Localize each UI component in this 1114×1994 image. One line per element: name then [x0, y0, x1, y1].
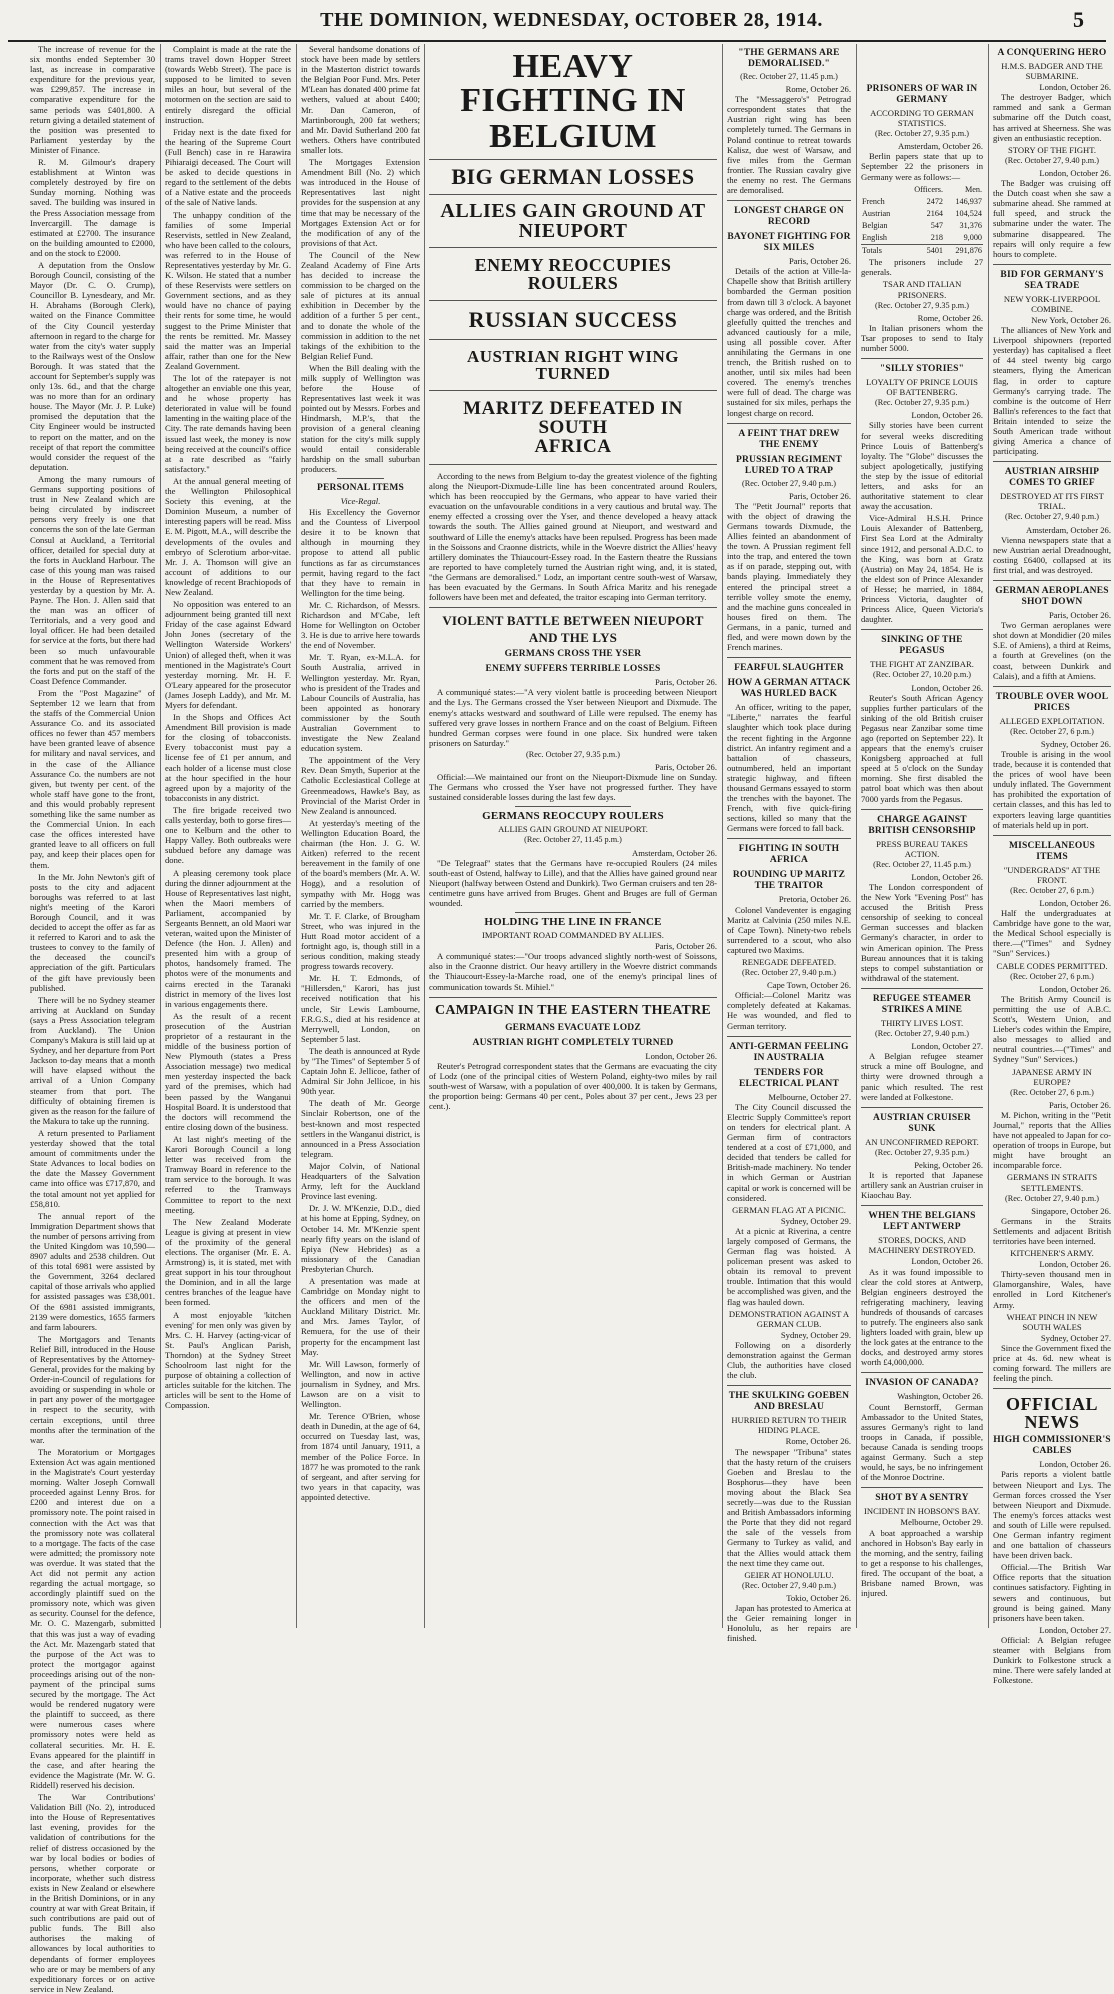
paragraph: A deputation from the Onslow Borough Council, consisting of the Mayor (Dr. C. O. Crump), Councillor B. Lynesdeary, and Mr. H. Abrahams (Borough Clerk), waited on the Finance Committee of the City Council yesterday afternoon in regard to the charge for water from the city's water supply to the Railways west of the Onslow Borough. It was stated that the account for September's supply was only 13s. 6d., and that the charge was no more than for an ordinary house. The Mayor (Mr. J. P. Luke) promised the deputation that the City Engineer would be instructed to report on the matter, and on the receipt of that report the committee would consider the request of the deputation. [30, 259, 155, 472]
table-header-cell: Men. [964, 184, 982, 194]
section-subheading: KITCHENER'S ARMY. [1010, 1248, 1094, 1259]
table-cell: 218 [930, 233, 943, 243]
section-subheading: TENDERS FOR ELECTRICAL PLANT [738, 1067, 840, 1089]
headline-line: AFRICA [534, 436, 612, 457]
section-heading: AUSTRIAN AIRSHIP COMES TO GRIEF [1004, 467, 1100, 489]
dateline: Sydney, October 26. [1040, 738, 1111, 749]
paragraph: When the Bill dealing with the milk supply of Wellington was before the House of Representatives last week it was pointed out by Messrs. Forbes and Hindmarsh, M.P.'s, that the provision of a general cleaning station for the city's milk supply would entail considerable hardship on the small suburban producers. [301, 362, 420, 474]
table-cell: 9,000 [963, 233, 982, 243]
section-subheading: IMPORTANT ROAD COMMANDED BY ALLIES. [482, 930, 664, 941]
section-subheading: THIRTY LIVES LOST. [880, 1017, 964, 1028]
dateline: Paris, October 26. [654, 677, 717, 688]
section-heading: CHARGE AGAINST BRITISH CENSORSHIP [868, 814, 976, 836]
paragraph: The newspaper "Tribuna" states that the hasty return of the cruisers Goeben and Breslau to the Bosphorus—they have been moving about the Black Sea secretly—was due to the Russian and British Ambassadors informing the Porte that they did not regard the sale of the vessels from Germany to Turkey as valid, and that the Allies would attack them the next time they came out. [727, 1446, 851, 1568]
paragraph: Following on a disorderly demonstration against the German Club, the authorities have closed the club. [727, 1339, 851, 1381]
paragraph: Mr. Will Lawson, formerly of Wellington, and now in active journalism in Sydney, and Mrs. Lawson are on a visit to Wellington. [301, 1358, 420, 1410]
column-rule [296, 44, 297, 1628]
section-heading: GERMAN AEROPLANES SHOT DOWN [995, 586, 1109, 608]
section-heading: FIGHTING IN SOUTH AFRICA [738, 844, 840, 866]
section-subheading: GERMANS CROSS THE YSER [504, 649, 642, 660]
section-subheading: CABLE CODES PERMITTED. [996, 960, 1108, 971]
dateline: London, October 26. [1039, 1259, 1111, 1270]
paragraph: Mr. Terence O'Brien, whose death in Dunedin, at the age of 64, occurred on Tuesday last, was, from 1874 until January, 1911, a member of the Police Force. In 1877 he was promoted to the rank of sergeant, and after serving for two years in that capacity, was appointed detective. [301, 1411, 420, 1502]
received-note: (Rec. October 27, 9.40 p.m.) [1005, 512, 1099, 522]
dateline: Sydney, October 29. [780, 1329, 851, 1340]
dateline: Tokio, October 26. [786, 1592, 851, 1603]
paragraph: In the Shops and Offices Act Amendment Bill provision is made for the closing of tobacconists. Every tobacconist must pay a license fee of £1 per annum, and each holder of a license must close at the hour specified in the hour agreed upon by a majority of the tobacconists in any district. [165, 712, 291, 803]
received-note: (Rec. October 27, 9.40 p.m.) [875, 1029, 969, 1039]
section-subheading: DESTROYED AT ITS FIRST TRIAL. [1000, 491, 1104, 512]
center-war-news [429, 44, 717, 1628]
section-heading: TROUBLE OVER WOOL PRICES [995, 691, 1109, 713]
paragraph: As it was found impossible to clear the cold stores at Antwerp, Belgian engineers destroyed the refrigerating machinery, leaving hundreds of thousands of carcases to putrefy. The engineers also sank lighters loaded with grain, blew up the lock gates at the entrance to the docks, and destroyed army stores worth £4,000,000. [861, 1266, 983, 1368]
paragraph: Colonel Vandeventer is engaging Maritz at Calvinia (250 miles N.E. of Cape Town). Ninety-two rebels surrendered to a scout, who also captured two Maxims. [727, 904, 851, 955]
received-note: (Rec. October 27, 11.45 p.m.) [524, 835, 622, 845]
dateline: Amsterdam, October 26. [632, 847, 717, 858]
dateline: Sydney, October 29. [780, 1215, 851, 1226]
paragraph: Half the undergraduates at Cambridge have gone to the war, the Medical School especially is there.—("Times" and Sydney "Sun" Services.) [993, 908, 1111, 959]
paragraph: Since the Government fixed the price at 4s. 6d. new wheat is coming forward. The millers are feeling the pinch. [993, 1342, 1111, 1384]
dateline: Paris, October 26. [788, 256, 851, 267]
dateline: London, October 26. [645, 1050, 717, 1061]
section-subheading: BAYONET FIGHTING FOR SIX MILES [727, 232, 851, 254]
dateline: Rome, October 26. [785, 1436, 851, 1447]
section-heading: FEARFUL SLAUGHTER [734, 663, 844, 674]
paragraph: The annual report of the Immigration Department shows that the number of persons arriving from the United Kingdom was 10,590—8907 adults and 2538 children. Out of this total 6981 were assisted by the Government, 3264 declared capital of those arrivals who applied for assisted passages was £38,001. Of the 6981 assisted immigrants, 2139 were domestics, 1655 farmers and farm labourers. [30, 1210, 155, 1332]
dateline: Amsterdam, October 26. [898, 141, 983, 152]
prisoners-table [861, 184, 983, 258]
paragraph: The lot of the ratepayer is not altogether an enviable one this year, and he whose property has deteriorated in value will be found lamenting in the waiting place of the City. The rate demands having been issued last week, the money is now being received at the council's office at a rate described as "fairly satisfactory." [165, 373, 292, 474]
paragraph: As the result of a recent prosecution of the Austrian proprietor of a restaurant in the middle of the business portion of New Plymouth (states a Press Association message) two medical men yesterday inspected the back yard of the premises, which had been passed by the Wanganui Hospital Board. It is understood that the doctors will recommend the entire closing down of the business. [165, 1010, 291, 1132]
table-cell: 104,524 [955, 208, 982, 218]
section-subheading: AN UNCONFIRMED REPORT. [865, 1136, 979, 1147]
section-heading: WHEN THE BELGIANS LEFT ANTWERP [868, 1211, 976, 1233]
table-cell: 547 [930, 220, 943, 230]
table-cell: Belgian [862, 220, 888, 230]
section-subheading: PRUSSIAN REGIMENT LURED TO A TRAP [735, 454, 843, 476]
paragraph: Paris reports a violent battle between Nieuport and Lys. The German forces crossed the Yser between Nieuport and Dixmude. The enemy's forces attacks west and south of Lille were repulsed. One German infantry regiment and one battalion of chasseurs have been driven back. [993, 1469, 1111, 1561]
paragraph: Vienna newspapers state that a new Austrian aerial Dreadnought, costing £6400, collapsed at its first trial, and was destroyed. [993, 534, 1111, 575]
paragraph: M. Pichon, writing in the "Petit Journal," reports that the Allies have not appealed to Japan for co-operation of troops in Europe, but might have brought an incomparable force. [993, 1109, 1111, 1171]
table-cell: Totals [862, 246, 882, 256]
paragraph: Vice-Admiral H.S.H. Prince Louis Alexander of Battenberg, First Sea Lord at the Admiralty since 1912, and personal A.D.C. to the King, was born at Gratz (Austria) on May 24, 1854. He is the eldest son of Prince Alexander of Hesse; he married, in 1884, Princess Victoria, daughter of Princess Alice, Queen Victoria's daughter. [861, 513, 983, 625]
table-cell: Austrian [862, 208, 891, 218]
paragraph: The increase of revenue for the six months ended September 30 last, as increase in comparative expenditure for the previous year, was £299,857. The increase in comparative expenditure for the same periods was £401,800. A return giving a detailed statement of the position was presented to Parliament yesterday by the Minister of Finance. [30, 44, 155, 155]
paragraph: The "Petit Journal" reports that with the object of drawing the Germans towards Dixmude, the Allies feinted an abandonment of the town. A Prussian regiment fell into the trap, and entered the town as if on parade, stepping out, with bands playing. Immediately they entered the principal street a terrible volley smote the enemy, and the machine guns concealed in houses fired on them. The Germans, in a panic, turned and fled, and were mown down by the French marines. [727, 500, 851, 653]
received-note: (Rec. October 27, 9.40 p.m.) [1005, 1193, 1099, 1203]
dateline: New York, October 26. [1031, 314, 1111, 325]
paragraph: A pleasing ceremony took place during the dinner adjournment at the House of Representatives last night, when the Maori members of Parliament, accompanied by Sergeants Bennett, an old Maori war veteran, waited upon the Minister of Defence (the Hon. J. Allen) and presented him with a group of photos, handsomely framed. The photos were of the monuments and cairns erected in the Taranaki district in memory of the lives lost in various engagements there. [165, 867, 291, 1009]
section-subheading: THE FIGHT AT ZANZIBAR. [870, 659, 974, 670]
paragraph: The "Messaggero's" Petrograd correspondent states that the Austrian right wing has been completely turned. The Germans in Poland continue to retreat towards Kalisz, due west of Warsaw, and five miles from the German frontier. The Russian cavalry give the enemy no rest. The Germans are demoralised. [727, 94, 851, 196]
section-heading: OFFICIAL NEWS [1005, 1394, 1098, 1433]
table-cell: French [862, 196, 885, 206]
headline-line: ENEMY REOCCUPIES ROULERS [474, 255, 672, 293]
dateline: Paris, October 26. [654, 761, 717, 772]
section-heading: MISCELLANEOUS ITEMS [1008, 840, 1095, 862]
paragraph: His Excellency the Governor and the Countess of Liverpool desire it to be known that although in mourning they propose to attend all public functions as far as circumstances permit, having regard to the fact that they have to remain in Wellington for the time being. [301, 507, 420, 598]
section-heading: "SILLY STORIES" [879, 364, 965, 375]
received-note: (Rec. October 27, 9.35 p.m.) [875, 1147, 969, 1157]
paragraph: The War Contributions' Validation Bill (No. 2), introduced into the House of Representatives last evening, provides for the validation of contributions for the relief of distress occasioned by the war by local bodies or bodies of persons, whether corporate or incorporate, whether such distress exists in New Zealand or elsewhere in the British Dominions, or in any country at war with Great Britain, if such contributions are paid out of public funds. The Bill also authorises the making of allowances by local authorities to dependants of former employees who are or may be members of any expeditionary forces or on active service in New Zealand. [30, 1792, 155, 1994]
dateline: London, October 26. [911, 871, 983, 882]
received-note: (Rec. October 27, 11.45 p.m.) [740, 72, 838, 81]
dateline: London, October 26. [1039, 983, 1111, 994]
paragraph: The death is announced at Ryde by "The Times" of September 5 of Captain John E. Jellicoe, father of Admiral Sir John Jellicoe, in his 90th year. [301, 1045, 420, 1097]
paragraph: A communiqué states:—"Our troops advanced slightly north-west of Soissons, also in the Craonne district. Our heavy artillery in the Woevre district commands the Thiaucourt-Essey-la-Marche road, one of the enemy's principal lines of communication towards St. Mihiel." [429, 951, 717, 992]
dateline: Melbourne, October 27. [768, 1091, 851, 1102]
dateline: London, October 27. [911, 1041, 983, 1052]
received-note: (Rec. October 27, 9.40 p.m.) [1005, 155, 1099, 165]
received-note: (Rec. October 27, 11.45 p.m.) [873, 859, 971, 869]
paragraph: Reuter's Petrograd correspondent states that the Germans are evacuating the city of Lodz (one of the principal cities of Western Poland, eighty-two miles by rail south-west of Warsaw, with a population of over 400,000. It is taken by Germans, the proportion being: Germans 40 per cent., Poles about 37 per cent., Jews 23 per cent.). [429, 1060, 717, 1112]
dateline: Paris, October 26. [654, 941, 717, 952]
section-heading: SINKING OF THE PEGASUS [881, 635, 963, 657]
dateline: Paris, October 26. [1048, 610, 1111, 621]
dateline: Singapore, October 26. [1031, 1205, 1111, 1216]
section-subheading: WHEAT PINCH IN NEW SOUTH WALES [1006, 1311, 1098, 1332]
paragraph: Thirty-seven thousand men in Glamorganshire, Wales, have enrolled in Lord Kitchener's Army. [993, 1269, 1111, 1310]
section-subheading: GEIER AT HONOLULU. [744, 1569, 834, 1580]
table-header-cell: Officers. [914, 184, 943, 194]
section-subheading: H.M.S. BADGER AND THE SUBMARINE. [1001, 61, 1103, 82]
table-total-row [861, 245, 983, 258]
table-header-cell [861, 184, 902, 196]
paragraph: Germans in the Straits Settlements and adjacent British territories have been interned. [993, 1215, 1111, 1246]
section-subheading: AUSTRIAN RIGHT COMPLETELY TURNED [472, 1037, 674, 1048]
dateline: London, October 26. [911, 410, 983, 421]
column-3 [301, 44, 420, 1628]
paragraph: "De Telegraaf" states that the Germans have re-occupied Roulers (24 miles south-east of Ostend, halfway to Lille), and that the Allies have gained ground near Nieuport (halfway between Ostend and Dunkirk). Two German cruisers and ten 28-centimetre guns have arrived from Bruges. Ghent and Bruges are full of German wounded. [429, 857, 717, 908]
paragraph: An officer, writing to the paper, "Liberte," narrates the fearful slaughter which took place during the recent fighting in the Argonne district. An infantry regiment and a battalion of chasseurs, outnumbered, held an important strategic highway, and fifteen thousand Germans essayed to storm the trenches with the bayonet. The French, with five quick-firing sections, killed so many that the Germans were forced to fall back. [727, 702, 851, 834]
headline-line: NIEUPORT [518, 220, 628, 242]
column-2 [165, 44, 291, 1628]
paragraph: A Belgian refugee steamer struck a mine off Boulogne, and thirty were drowned through a panic which resulted. The rest were landed at Folkestone. [861, 1051, 983, 1102]
paragraph: Official.—The British War Office reports that the situation continues satisfactory. Fighting in sewers and continuous, but ground is being gained. Many prisoners have been taken. [993, 1562, 1111, 1623]
paragraph: The fire brigade received two calls yesterday, both to gorse fires—one to Kelburn and the other to Happy Valley. Both outbreaks were subdued before any damage was done. [165, 804, 291, 866]
section-heading: AUSTRIAN CRUISER SUNK [873, 1112, 971, 1134]
section-heading: REFUGEE STEAMER STRIKES A MINE [872, 993, 972, 1015]
section-subheading: PRESS BUREAU TAKES ACTION. [876, 838, 968, 859]
masthead-title: THE DOMINION, WEDNESDAY, OCTOBER 28, 1914. [320, 8, 823, 31]
section-heading: CAMPAIGN IN THE EASTERN THEATRE [435, 1002, 711, 1018]
received-note: (Rec. October 27, 9.35 p.m.) [526, 749, 620, 759]
section-heading: THE SKULKING GOEBEN AND BRESLAU [728, 1391, 850, 1413]
paragraph: The destroyer Badger, which rammed and sank a German submarine off the Dutch coast, has arrived at Sheerness. She was given an enthusiastic reception. [993, 92, 1111, 143]
paragraph: It is reported that Japanese artillery sank an Austrian cruiser in Kiaochau Bay. [861, 1169, 983, 1201]
paragraph: R. M. Gilmour's drapery establishment at Winton was completely destroyed by fire on Sunday morning. Nothing was saved. The building was insured in the Press Association message from Invercargill. The damage is estimated at £2700. The insurance on the building amounted to £2000, and on the stock to £2000. [30, 157, 155, 258]
column-rule [424, 44, 425, 1628]
paragraph: Berlin papers state that up to September 22 the prisoners in Germany were as follows:— [861, 151, 983, 182]
dateline: London, October 26. [1039, 167, 1111, 178]
paragraph: The London correspondent of the New York "Evening Post" has accused the British Press censorship of seeking to conceal German successes and blacken Germany's character, in order to win American opinion. The Press Bureau announces that it is taking steps to compel substantiation or withdrawal of the statement. [861, 882, 983, 983]
section-subheading: DEMONSTRATION AGAINST A GERMAN CLUB. [728, 1308, 850, 1329]
headline-line: MARITZ DEFEATED IN SOUTH [463, 398, 683, 438]
section-heading: GERMANS REOCCUPY ROULERS [482, 810, 664, 823]
paragraph: Details of the action at Ville-la-Chapelle show that British artillery bombarded the German position from dawn till 3 o'clock. A bayonet charge was ordered, and the British gleefully quitted the trenches and advanced cautiously for a mile, using all possible cover. After annihilating the Germans in one trench, the British rushed on to another, until six miles had been covered. The enemy's trenches were full of dead. The charge was sustained for six miles, perhaps the longest charge on record. [727, 266, 851, 418]
paragraph: A most enjoyable 'kitchen evening' for men only was given by Mrs. C. H. Harvey (acting-vicar of St. Paul's Anglican Parish, Thorndon) at the Sydney Street Schoolroom last night for the purpose of obtaining a collection of articles suitable for the kitchen. The articles will be sent to the Home of Compassion. [165, 1309, 291, 1411]
headline-line: AUSTRIAN RIGHT WING TURNED [467, 347, 679, 383]
headline-line: ALLIES GAIN GROUND AT [440, 200, 706, 222]
paragraph: At last night's meeting of the Karori Borough Council a long letter was received from the Tramway Board in reference to the tram service to the borough. It was referred to the Tramways Committee to report to the next meeting. [165, 1133, 291, 1215]
column-7 [993, 44, 1111, 1686]
masthead [8, 0, 1106, 42]
received-note: (Rec. October 27, 6 p.m.) [1010, 726, 1094, 736]
paragraph: The unhappy condition of the families of some Imperial Reservists, settled in New Zealand, who have been called to the colours, was referred to in the House of Representatives yesterday by Mr. G. K. Wilson. He stated that a number of these Reservists were settlers on Government sections, and as they would have no chance of paying their rents for some time, he would suggest to the Prime Minister that the rents be remitted. Mr. Massey said the matter was an Imperial affair, rather than one for the New Zealand Government. [165, 209, 291, 371]
section-heading: SHOT BY A SENTRY [875, 1493, 969, 1504]
paragraph: A boat approached a warship anchored in Hobson's Bay early in the morning, and the sentry, failing to get a response to his challenges, fired. The occupant of the boat, a Brisbane named Brown, was injured. [861, 1527, 983, 1599]
received-note: (Rec. October 27, 9.35 p.m.) [875, 300, 969, 310]
section-subheading: GERMAN FLAG AT A PICNIC. [732, 1204, 846, 1215]
dateline: London, October 26. [911, 1256, 983, 1267]
paragraph: Two German aeroplanes were shot down at Mondidier (20 miles S.E. of Amiens), a third at Reims, a fourth at Grevelines (on the coast, between Dunkirk and Calais), and a fifth at Amiens. [993, 620, 1111, 681]
table-row [861, 232, 983, 245]
column-6 [861, 44, 983, 1628]
paragraph: The Moratorium or Mortgages Extension Act was again mentioned in the Magistrate's Court yesterday morning. Walter Joseph Cornwall proceeded against Lenny Bros. for £200 and interest due on a promissory note. The point raised in connection with the Act was that the promissory note was collateral to a mortgage. The facts of the case were admitted; the promissory note was overdue. It was stated that the Act did not permit any action regarding the actual mortgage, so accordingly plaintiff sued on the promissory note, which was given as security. Counsel for the defence, Mr. O. C. Mazengarb, submitted that this was just a way of evading the Act. Mr. Mazengarb stated that the purpose of the Act was to protect the mortgagor against proceedings arising out of the non-payment of the principal sums secured by the mortgage. The Act would be rendered nugatory were the plaintiff to succeed, as there were numerous cases where promissory notes were held as collateral securities. Mr. H. E. Evans appeared for the plaintiff in the case, and after hearing the evidence the Magistrate (Mr. W. G. Riddell) reserved his decision. [30, 1446, 155, 1790]
paragraph: The appointment of the Very Rev. Dean Smyth, Superior at the Catholic Ecclesiastical College at Greenmeadows, Hawke's Bay, as Provincial of the Marist Order in New Zealand is announced. [301, 755, 420, 816]
received-note: (Rec. October 27, 9.35 p.m.) [875, 129, 969, 139]
section-subheading: HOW A GERMAN ATTACK WAS HURLED BACK [727, 678, 851, 700]
paragraph: Official: A Belgian refugee steamer with Belgians from Dunkirk to Folkestone struck a mine. There were safely landed at Folkestone. [993, 1634, 1111, 1686]
paragraph: In Italian prisoners whom the Tsar proposes to send to Italy number 5000. [861, 322, 983, 353]
table-cell: 2472 [926, 196, 943, 206]
columns [8, 42, 1111, 1994]
dateline: Amsterdam, October 26. [1026, 524, 1111, 535]
paragraph: Official:—We maintained our front on the Nieuport-Dixmude line on Sunday. The Germans who crossed the Yser have not progressed further. They have sustained considerable losses during the last few days. [429, 772, 717, 803]
paragraph: The alliances of New York and Liverpool shipowners (reported yesterday) has capitalised a fleet of 44 steel twenty big cargo steamers, flying the American flag, in order to capture Germany's carrying trade. The combine is the outcome of Herr Ballin's references to the fact that Britain intended to seize the South American trade without giving America a chance of participating. [993, 325, 1111, 457]
paragraph: The City Council discussed the Electric Supply Committee's report on tenders for electrical plant. A German firm of contractors tendered at a cost of £71,000, and decided that tenders be called for British-made machinery. No tender in which German or Austrian capital or work is concerned will be considered. [727, 1101, 851, 1203]
column-rule [160, 44, 161, 1628]
paragraph: At yesterday's meeting of the Wellington Education Board, the chairman (the Hon. J. G. W. Aitken) referred to the recent bereavement in the family of one of the board's members (Mr. A. W. Hogg), and a resolution of sympathy with Mr. Hogg was carried by the members. [301, 817, 420, 909]
section-subheading: "UNDERGRADS" AT THE FRONT. [1003, 864, 1101, 885]
received-note: (Rec. October 27, 6 p.m.) [1010, 971, 1094, 981]
dateline: Washington, October 26. [897, 1391, 983, 1402]
paragraph: Silly stories have been current for several weeks discrediting Prince Louis of Battenberg's loyalty. The "Globe" discusses the subject apologetically, justifying the step by the issue of editorial letters, and asks for an authoritative statement to clear away the accusation. [861, 420, 983, 512]
paragraph: At the annual general meeting of the Wellington Philosophical Society this evening, at the Dominion Museum, a number of interesting papers will be read. Miss E. M. Pigott, M.A., will describe the developments of the ovules and embryo of Sclerotium arbor-vitae. Mr. J. A. Thomson will give an account of additions to our knowledge of recent Brachiopods of New Zealand. [165, 475, 291, 597]
section-subheading: HURRIED RETURN TO THEIR HIDING PLACE. [731, 1415, 847, 1436]
received-note: (Rec. October 27, 9.40 p.m.) [742, 478, 836, 488]
section-heading: LONGEST CHARGE ON RECORD [734, 206, 844, 228]
paragraph: In the Mr. John Newton's gift of posts to the city and adjacent boroughs was referred to at last night's meeting of the Karori Borough Council, and it was decided to accept the offer as far as it referred to Karori and to ask the trustees to convey to the family of the deceased the council's appreciation of the gift. Particulars of the gift have previously been published. [30, 871, 155, 993]
table-cell: 5401 [926, 246, 943, 256]
section-subheading: LOYALTY OF PRINCE LOUIS OF BATTENBERG. [866, 377, 978, 398]
section-heading: AND THE LYS [528, 630, 618, 646]
paragraph: There will be no Sydney steamer arriving at Auckland on Sunday (says a Press Association telegram from Auckland). The Union Company's Makura is still laid up at Sydney, and her departure from Port Jackson to-day means that a month will have elapsed without the arrival of a Union Company steamer from that port. The difficulty of obtaining firemen is given as the reason for the failure of the Makura to take up the running. [30, 994, 155, 1126]
section-subheading: RENEGADE DEFEATED. [741, 957, 837, 967]
headline-line: BIG GERMAN LOSSES [451, 164, 695, 189]
section-subheading: INCIDENT IN HOBSON'S BAY. [864, 1506, 980, 1517]
section-subheading: NEW YORK-LIVERPOOL COMBINE. [1003, 293, 1101, 314]
column-rule [988, 44, 989, 1628]
section-subheading: ENEMY SUFFERS TERRIBLE LOSSES [485, 664, 661, 675]
paragraph: Mr. T. Ryan, ex-M.L.A. for South Australia, arrived in Wellington yesterday. Mr. Ryan, who is president of the Trades and Labour Councils of Australia, has been appointed as honorary commissioner by the South Australian Government to investigate the New Zealand education system. [301, 652, 420, 754]
dateline: Paris, October 26. [1048, 1099, 1111, 1110]
table-row [861, 196, 983, 208]
paragraph: The death of Mr. George Sinclair Robertson, one of the best-known and most respected settlers in the Wanganui district, is announced in a Press Association telegram. [301, 1098, 420, 1159]
dateline: Cape Town, October 26. [767, 980, 851, 991]
paragraph: The British Army Council is permitting the use of A.B.C. Scott's, Western Union, and Lieber's codes within the Empire, also messages to allied and neutral countries.—("Times" and Sydney "Sun" Services.) [993, 993, 1111, 1065]
section-heading: ANTI-GERMAN FEELING IN AUSTRALIA [729, 1041, 849, 1063]
table-row [861, 220, 983, 232]
headline-line: BELGIUM [489, 118, 657, 155]
paragraph: The prisoners include 27 generals. [861, 257, 983, 278]
section-heading: "THE GERMANS ARE DEMORALISED." [738, 48, 840, 69]
section-heading: INVASION OF CANADA? [865, 1378, 979, 1389]
section-subheading: TSAR AND ITALIAN PRISONERS. [882, 279, 962, 300]
column-rule [856, 44, 857, 1628]
paragraph: Several handsome donations of stock have been made by settlers in the Masterton district towards the Belgian Poor Fund. Mrs. Peter M'Lean has donated 400 prime fat wethers, valued at about £400; Mr. Dan Cameron, of Martinborough, 200 fat wethers; and Mr. David Sutherland 200 fat wethers. Others have contributed smaller lots. [301, 44, 420, 155]
paragraph: The Mortgagors and Tenants Relief Bill, introduced in the House of Representatives by the Attorney-General, provides for the making by Order-in-Council of regulations for avoiding or suspending in whole or in part any power of the mortgagee in respect to the security, with certain exceptions, until three months after the termination of the war. [30, 1333, 155, 1445]
dateline: Rome, October 26. [785, 84, 851, 95]
paragraph: Dr. J. W. M'Kenzie, D.D., died at his home at Epping, Sydney, on October 14. Mr. M'Kenzie spent nearly fifty years on the island of Epiya (New Hebrides) as a missionary of the Canadian Presbyterian Church. [301, 1203, 420, 1274]
section-heading: PRISONERS OF WAR IN GERMANY [866, 84, 978, 105]
paragraph: Trouble is arising in the wool trade, because it is contended that the prices of wool have been unduly inflated. The Government has prohibited the exportation of certain classes, and this has led to exporters leaving large quantities of materials held up in port. [993, 748, 1111, 830]
paragraph: Reuter's South African Agency supplies further particulars of the sinking of the old British cruiser Pegasus near Zanzibar some time ago (reported on September 22). It appears that the enemy's cruiser Konigsberg approached at full speed at 5 o'clock on the Sunday morning. She first disabled the patrol boat which was then about 7000 yards from the Pegasus. [861, 692, 983, 804]
paragraph: No opposition was entered to an adjournment being granted till next Friday of the case against Edward John Jones (secretary of the Wellington Waterside Workers' Union) of alleged theft, when it was mentioned in the Magistrate's Court yesterday morning. Mr. H. F. O'Leary appeared for the prosecutor (James Joseph Laddy), and Mr. M. Myers for defendant. [165, 599, 291, 710]
section-subheading: GERMANS EVACUATE LODZ [505, 1022, 641, 1033]
table-cell: 146,937 [955, 196, 982, 206]
paragraph: The Council of the New Zealand Academy of Fine Arts has decided to increase the commission to be charged on the sale of pictures at its annual exhibition in December by the addition of a further 5 per cent., and to donate the whole of the commission in addition to the net takings of the exhibition to the Belgian Relief Fund. [301, 249, 420, 361]
dateline: London, October 26. [1039, 1459, 1111, 1470]
received-note: (Rec. October 27, 6 p.m.) [1010, 1087, 1094, 1097]
paragraph: Mr. C. Richardson, of Messrs. Richardson and M'Cabe, left Home for Wellington on October 3. He is due to arrive here towards the end of November. [301, 599, 420, 651]
section-subheading: Vice-Regal. [340, 495, 381, 506]
paragraph: The Badger was cruising off the Dutch coast when she saw a submarine ahead. She rammed at full speed, and struck the submarine under the water. The submarine disappeared. The repairs will only require a few hours to complete. [993, 178, 1111, 259]
received-note: (Rec. October 27, 9.40 p.m.) [742, 968, 836, 978]
section-heading: VIOLENT BATTLE BETWEEN NIEUPORT [442, 613, 704, 629]
page-number: 5 [1073, 7, 1084, 32]
section-subheading: ROUNDING UP MARITZ THE TRAITOR [732, 870, 846, 892]
paragraph: Japan has protested to America at the Geier remaining longer in Honolulu, as her repairs are finished. [727, 1602, 851, 1644]
table-row [861, 208, 983, 220]
received-note: (Rec. October 27, 10.20 p.m.) [873, 670, 971, 680]
dateline: Melbourne, October 29. [900, 1517, 983, 1528]
paragraph: The New Zealand Moderate League is giving at present in view of the proximity of the general elections. The organiser (Mr. E. A. Armstrong) is, it is stated, met with great support in his tour throughout the Dominion, and in all the large centres branches of the league have been formed. [165, 1216, 291, 1308]
section-heading: PERSONAL ITEMS [316, 482, 404, 493]
section-heading: A CONQUERING HERO [997, 48, 1107, 58]
section-heading: BID FOR GERMANY'S SEA TRADE [1000, 269, 1104, 291]
received-note: (Rec. October 27, 9.35 p.m.) [875, 398, 969, 408]
summary-paragraph: According to the news from Belgium to-day the greatest violence of the fighting along the Nieuport-Dixmude-Lille line has been concentrated around Roulers, which has been reoccupied by the Germans, who appear to have varied their evacuation on the unfavourable conditions in a very cautious and brutal way. The enemy effected a crossing over the Yser, and thence developed a heavy attack towards the south. The Allies gained ground at Nieuport, and westward and southward of Lille the enemy's attacks have been repulsed. Progress has been made in the Soissons and Craonne districts, while in the Woevre district the Allies' heavy artillery dominates the Thiaucourt-Essey road. In the Eastern theatre the Russians are reported to have completely turned the Austrian right wing, and, it is stated, "the Germans are demoralised." Lodz, an important centre south-west of Warsaw, has been evacuated by the Germans. In South Africa Maritz and his renegade followers have been met and defeated, the traitor escaping into German territory. [429, 471, 717, 603]
dateline: Paris, October 26. [788, 490, 851, 501]
paragraph: A presentation was made at Cambridge on Monday night to the officers and men of the Auckland Military District. Mr. and Mrs. James Taylor, of Remuera, for the use of their property for the encampment last May. [301, 1275, 420, 1357]
paragraph: The Mortgages Extension Amendment Bill (No. 2) which was introduced in the House of Representatives last night provides for the suspension at any time that may be necessary of the Mortgages Extension Act or for the modification of any of the provisions of that Act. [301, 157, 420, 248]
dateline: London, October 27. [1039, 1624, 1111, 1635]
headline-line: RUSSIAN SUCCESS [468, 307, 678, 332]
table-header-row [861, 184, 983, 196]
column-5 [727, 44, 851, 1644]
section-subheading: GERMANS IN STRAITS SETTLEMENTS. [1006, 1172, 1098, 1193]
dateline: Peking, October 26. [914, 1159, 983, 1170]
paragraph: A communiqué states:—"A very violent battle is proceeding between Nieuport and the Lys. The Germans crossed the Yser between Nieuport and Dixmude. The enemy's attacks westward and southward of Lille were repulsed. The enemy has suffered very grave losses in northern France and on the coast of Belgium. Fifteen hundred German corpses were found in one place. Six hundred were taken prisoners on Saturday." [429, 687, 717, 748]
main-headline [429, 50, 717, 465]
section-subheading: STORY OF THE FIGHT. [1007, 144, 1097, 155]
column-1 [30, 44, 155, 1994]
dateline: Rome, October 26. [917, 312, 983, 323]
received-note: (Rec. October 27, 9.40 p.m.) [742, 1580, 836, 1590]
table-cell: 2164 [926, 208, 943, 218]
paragraph: From the "Post Magazine" of September 12 we learn that from the staffs of the Commercial Union Assurance Co. and its associated offices no fewer than 457 members have been granted leave of absence for military and naval services, and in the case of the Alliance Assurance Co. the numbers are not given, but twenty per cent. of the whole staff have gone to the front, and this would probably represent something like the same number as the Commercial Union. In each case the offices interested have granted leave to all officers on full pay, and keep their places open for them. [30, 687, 155, 870]
paragraph: Friday next is the date fixed for the hearing of the Supreme Court (Full Bench) case in re Harawira Pihiaraigi deceased. The Court will be asked to decide questions in regard to the settlement of the debts of a Native estate and the proceeds of the sale of Native lands. [165, 126, 291, 208]
paragraph: At a picnic at Riverina, a centre largely composed of Germans, the German flag was hoisted. A policeman present was asked to obtain its removal to prevent trouble. Intimation that this would be accomplished was given, and the flag was hauled down. [727, 1225, 851, 1307]
paragraph: A return presented to Parliament yesterday showed that the total amount of commitments under the State Advances to local bodies on the date the Massey Government came into office was £717,870, and the total amount not yet applied for £58,810. [30, 1127, 155, 1209]
paragraph: Among the many rumours of Germans supporting positions of trust in New Zealand which are being circulated by indiscreet persons very freely is one that concerns the son of the late German Consul at Auckland, a Territorial officer, detailed for special duty at the forts in Auckland Harbour. The case of this young man was raised in the House of Representatives yesterday by a question by Mr. A. Payne. The Hon. J. Allen said that the man was an officer of Territorials, and a very good and loyal officer. He had been detailed for service at the forts, but there had been so much unfavourable comment that he was removed from the forts and put on the staff of the Coast Defence Commander. [30, 473, 155, 686]
paragraph: Major Colvin, of National Headquarters of the Salvation Army, left for the Auckland Province last evening. [301, 1160, 420, 1202]
paragraph: Mr. H. T. Edmonds, of "Hillersden," Karori, has just received notification that his uncle, Sir Lewis Lambourne, F.R.G.S., died at his residence at Merrywell, London, on September 5 last. [301, 973, 420, 1044]
section-subheading: STORES, DOCKS, AND MACHINERY DESTROYED. [868, 1235, 976, 1256]
section-heading: HOLDING THE LINE IN FRANCE [484, 916, 662, 929]
paragraph: Count Bernstorff, German Ambassador to the United States, assures Germany's right to land troops in Canada, if possible, because Canada is sending troops against Germany. Such a step would, he says, be no infringement of the Monroe Doctrine. [861, 1401, 983, 1483]
table-cell: 31,376 [959, 220, 982, 230]
paragraph: Complaint is made at the rate the trams travel down Hopper Street (towards Webb Street). The pace is supposed to be limited to seven miles an hour, but several of the motormen on the section are said to entirely disregard the official instruction. [165, 44, 291, 125]
dateline: London, October 26. [1039, 82, 1111, 93]
paragraph: Mr. T. F. Clarke, of Brougham Street, who was injured in the Hutt Road motor accident of a fortnight ago, is, though still in a serious condition, making steady progress towards recovery. [301, 910, 420, 972]
received-note: (Rec. October 27, 6 p.m.) [1010, 885, 1094, 895]
section-subheading: HIGH COMMISSIONER'S CABLES [993, 1435, 1111, 1457]
dateline: Sydney, October 27. [1040, 1332, 1111, 1343]
section-subheading: ALLIES GAIN GROUND AT NIEUPORT. [498, 824, 648, 835]
section-heading: A FEINT THAT DREW THE ENEMY [738, 428, 840, 450]
section-subheading: JAPANESE ARMY IN EUROPE? [1012, 1066, 1092, 1087]
dateline: Pretoria, October 26. [778, 894, 851, 905]
table-cell: English [862, 233, 888, 243]
column-rule [722, 44, 723, 1628]
headline-line: HEAVY FIGHTING IN [460, 48, 686, 119]
table-cell: 291,876 [955, 246, 982, 256]
section-subheading: ALLEGED EXPLOITATION. [999, 715, 1105, 726]
section-subheading: ACCORDING TO GERMAN STATISTICS. [870, 108, 974, 129]
dateline: London, October 26. [1039, 898, 1111, 908]
paragraph: Official:—Colonel Maritz was completely defeated at Kakamas. He was wounded, and fled to German territory. [727, 990, 851, 1031]
dateline: London, October 26. [911, 682, 983, 693]
